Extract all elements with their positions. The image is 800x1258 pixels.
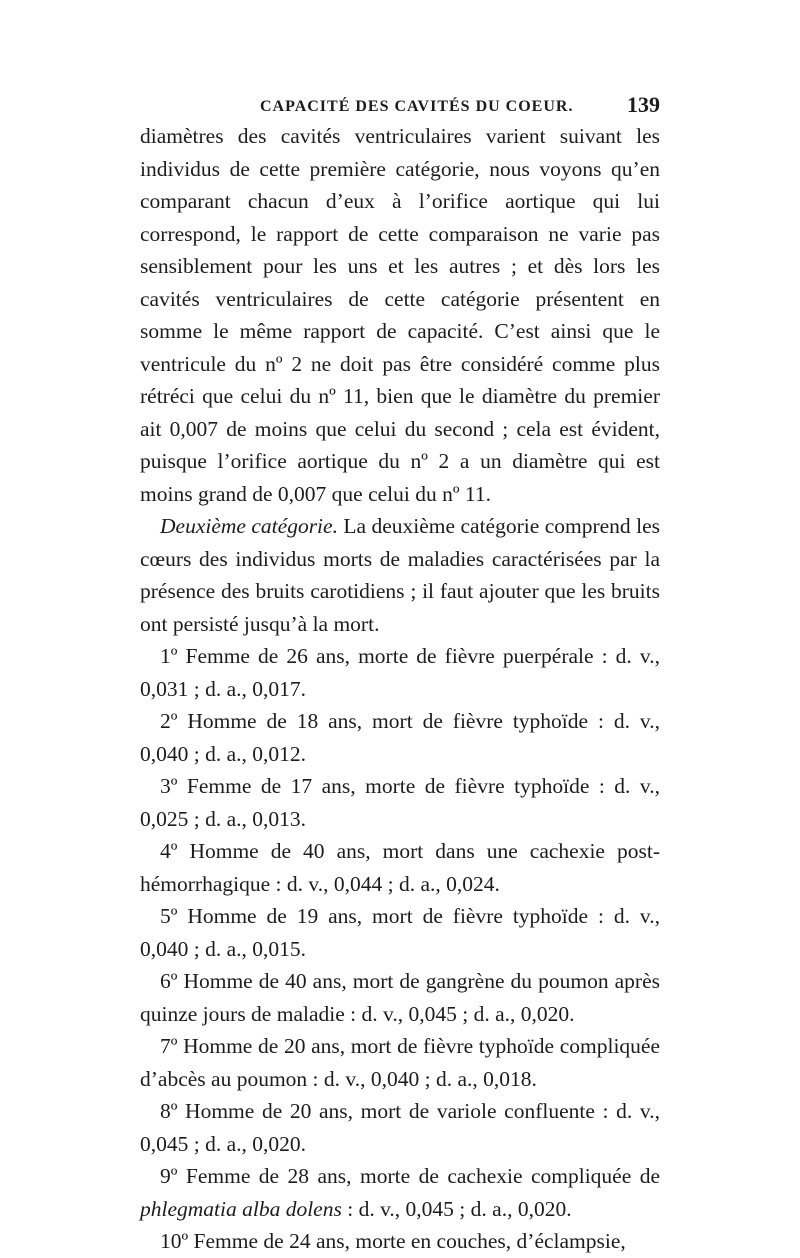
case-item-1: 1º Femme de 26 ans, morte de fièvre puerpérale : d. v., 0,031 ; d. a., 0,017. <box>140 644 660 701</box>
case-item-2: 2º Homme de 18 ans, mort de fièvre typhoïde : d. v., 0,040 ; d. a., 0,012. <box>140 709 660 766</box>
case-item-5: 5º Homme de 19 ans, mort de fièvre typhoïde : d. v., 0,040 ; d. a., 0,015. <box>140 904 660 961</box>
paragraph-first-category-conclusion: diamètres des cavités ventriculaires varient suivant les individus de cette première catégorie, nous voyons qu’en comparant chacun d’eux à l’orifice aortique qui lui correspond, le rapport de cette comparaison ne varie pas sensiblement pour les uns et les autres ; et dès lors les cavités ventriculaires de cette catégorie présentent en somme le même rapport de capacité. C’est ainsi que le ventricule du nº 2 ne doit pas être considéré comme plus rétréci que celui du nº 11, bien que le diamètre du premier ait 0,007 de moins que celui du second ; cela est évident, puisque l’orifice aortique du nº 2 a un diamètre qui est moins grand de 0,007 que celui du nº 11. <box>140 124 660 506</box>
section-intro-text: La deuxième catégorie comprend les cœurs des individus morts de maladies caractérisées par la présence des bruits carotidiens ; il faut ajouter que les bruits ont persisté jusqu’à la mort. <box>140 514 660 636</box>
case-item-9-end: : d. v., 0,045 ; d. a., 0,020. <box>341 1196 572 1221</box>
running-head <box>140 92 660 122</box>
section-heading: Deuxième catégorie. <box>160 514 338 538</box>
case-item-10: 10º Femme de 24 ans, morte en couches, d’éclampsie, <box>160 1229 626 1253</box>
case-item-3: 3º Femme de 17 ans, morte de fièvre typhoïde : d. v., 0,025 ; d. a., 0,013. <box>140 774 660 831</box>
case-item-4: 4º Homme de 40 ans, mort dans une cachexie post-hémorrhagique : d. v., 0,044 ; d. a., 0,024. <box>140 839 660 896</box>
case-item-7: 7º Homme de 20 ans, mort de fièvre typhoïde compliquée d’abcès au poumon : d. v., 0,040 ; d. a., 0,018. <box>140 1034 660 1091</box>
page-number: 139 <box>627 92 660 117</box>
paragraph-second-category <box>140 510 660 640</box>
case-item-6: 6º Homme de 40 ans, mort de gangrène du poumon après quinze jours de maladie : d. v., 0,045 ; d. a., 0,020. <box>140 969 660 1026</box>
body-text <box>140 120 660 1258</box>
running-head-title: CAPACITÉ DES CAVITÉS DU COEUR. <box>260 98 574 115</box>
case-item-9 <box>140 1160 660 1225</box>
case-item-9-latin-term: phlegmatia alba dolens <box>140 1196 342 1221</box>
case-item-8: 8º Homme de 20 ans, mort de variole confluente : d. v., 0,045 ; d. a., 0,020. <box>140 1099 660 1156</box>
case-item-9-start: 9º Femme de 28 ans, morte de cachexie compliquée de <box>160 1164 660 1188</box>
